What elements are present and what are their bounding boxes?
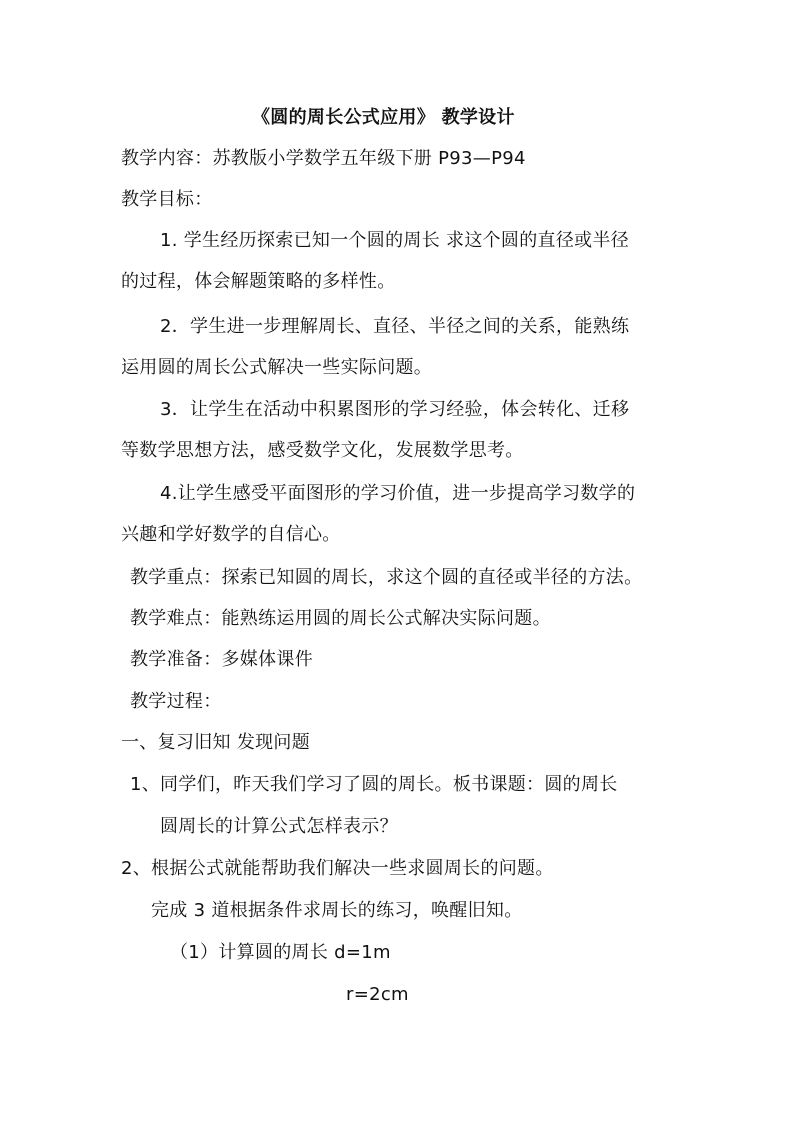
process-heading: 教学过程： bbox=[130, 691, 222, 712]
step-2-sub: 完成 3 道根据条件求周长的练习，唤醒旧知。 bbox=[151, 900, 523, 921]
objective-1-line1: 1. 学生经历探索已知一个圆的周长 求这个圆的直径或半径 bbox=[160, 230, 630, 251]
step-1: 1、同学们，昨天我们学习了圆的周长。板书课题：圆的周长 bbox=[130, 774, 618, 795]
objective-3-line2: 等数学思想方法，感受数学文化，发展数学思考。 bbox=[121, 440, 524, 461]
step-1-sub: 圆周长的计算公式怎样表示？ bbox=[160, 816, 398, 837]
key-point: 教学重点：探索已知圆的周长，求这个圆的直径或半径的方法。 bbox=[130, 567, 643, 588]
exercise-1-radius: r=2cm bbox=[346, 984, 409, 1005]
step-2: 2、根据公式就能帮助我们解决一些求圆周长的问题。 bbox=[121, 858, 554, 879]
section-1-heading: 一、复习旧知 发现问题 bbox=[121, 732, 311, 753]
objective-2-line2: 运用圆的周长公式解决一些实际问题。 bbox=[121, 357, 433, 378]
preparation: 教学准备：多媒体课件 bbox=[130, 649, 313, 670]
teaching-content: 教学内容：苏教版小学数学五年级下册 P93—P94 bbox=[121, 148, 526, 169]
objective-4-line1: 4.让学生感受平面图形的学习价值，进一步提高学习数学的 bbox=[160, 483, 636, 504]
exercise-1: （1）计算圆的周长 d=1m bbox=[170, 942, 391, 963]
objective-1-line2: 的过程，体会解题策略的多样性。 bbox=[121, 271, 396, 292]
objective-4-line2: 兴趣和学好数学的自信心。 bbox=[121, 524, 341, 545]
document-title: 《圆的周长公式应用》 教学设计 bbox=[252, 107, 515, 128]
difficulty: 教学难点：能熟练运用圆的周长公式解决实际问题。 bbox=[130, 608, 551, 629]
objective-2-line1: 2．学生进一步理解周长、直径、半径之间的关系，能熟练 bbox=[160, 316, 630, 337]
objectives-heading: 教学目标： bbox=[121, 189, 213, 210]
objective-3-line1: 3．让学生在活动中积累图形的学习经验，体会转化、迁移 bbox=[160, 399, 630, 420]
